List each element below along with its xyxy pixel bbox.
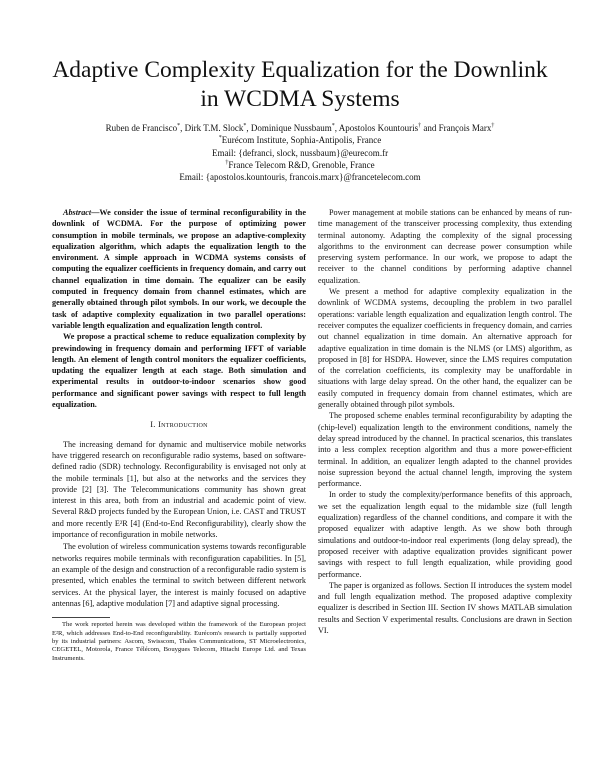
paper-title	[40, 56, 560, 114]
body-paragraph-1: Power management at mobile stations can be enhanced by means of run-time management of the transceiver processing complexity, thus extending terminal autonomy. Adapting the complexity of the signal processing algorithms to the environment can decrease power consumption while preserving system performance. In our work, we propose to adapt the receiver to the channel conditions by performing adaptive channel equalization.	[318, 208, 572, 285]
affiliation-marker: *	[243, 123, 247, 129]
intro-paragraph-1: The increasing demand for dynamic and multiservice mobile networks have triggered research on reconfigurable radio systems, based on software-defined radio (SDR) technology. Reconfigurability is envisaged not only at the mobile terminals [1], but also at the networks and the services they provide [2] [3]. The Telecommunications community has shown great interest in this area, both from an industrial and academic point of view. Several R&D projects funded by the European Union, i.e. CAST and TRUST and more recently E²R [4] (End-to-End Reconfigurability), clearly show the importance of reconfiguration in mobile networks.	[52, 439, 306, 540]
affiliation-marker: †	[418, 123, 422, 129]
author-names: Ruben de Francisco*, Dirk T.M. Slock*, Dominique Nussbaum*, Apostolos Kountouris† and François Marx†	[105, 123, 495, 133]
email-france-telecom: Email: {apostolos.kountouris, francois.marx}@francetelecom.com	[179, 172, 421, 183]
footnote: The work reported herein was developed within the framework of the European project E²R, which addresses End-to-End reconfigurability. Eurécom's research is partially supported by its industrial partners: Ascom, Swisscom, Thales Communications, ST Microelectronics, CEGETEL, Motorola, France Télécom, Bouygues Telecom, Hitachi Europe Ltd. and Texas Instruments.	[52, 621, 306, 662]
footnote-divider	[52, 617, 110, 618]
affiliation-marker: *	[177, 123, 181, 129]
left-column	[52, 207, 306, 663]
abstract-paragraph	[52, 207, 306, 331]
email-eurecom: Email: {defranci, slock, nussbaum}@eurecom.fr	[211, 147, 389, 158]
abstract-lead: Abstract	[63, 208, 92, 217]
body-paragraph-3: The proposed scheme enables terminal reconfigurability by adapting the (chip-level) equalization length to the environment conditions, namely the delay spread introduced by the channel. In practical scenarios, this translates into a less complex reception algorithm and thus a more power-efficient terminal. In addition, an equalizer length adapted to the channel provides noise supression beyond the actual channel length, improving the system performance.	[318, 411, 572, 489]
intro-paragraph-2: The evolution of wireless communication systems towards reconfigurable networks requires mobile terminals with reconfiguration capabilities. In [5], an example of the design and construction of a reconfigurable radio system is presented, which enables the terminal to switch between different network services. At the physical layer, the interest is mainly focused on adaptive antennas [6], adaptive modulation [7] and adaptive signal processing.	[52, 542, 306, 608]
abstract-text: —We consider the issue of terminal reconfigurability in the downlink of WCDMA. For the purpose of optimizing power consumption in mobile terminals, we propose an adaptive-complexity equalization algorithm, which adapts the equalization length to the environment. A simple approach in WCDMA systems consists of computing the equalizer coefficients in frequency domain, and carry out channel equalization in time domain. The equalizer can be easily computed in frequency domain from channel estimates, which are generally obtained through pilot symbols. In our work, we decouple the task of adaptive complexity equalization in two parallel operations: variable length equalization and equalization length control.	[52, 208, 306, 330]
right-column	[318, 207, 572, 636]
body-paragraph-5: The paper is organized as follows. Section II introduces the system model and full length equalization method. The proposed adaptive complexity equalizer is described in Section III. Section IV shows MATLAB simulation results and Section V experimental results. Conclusions are drawn in Section VI.	[318, 580, 572, 635]
title-line-2: in WCDMA Systems	[200, 86, 400, 112]
affiliation-marker: *	[218, 135, 222, 142]
body-paragraph-4: In order to study the complexity/performance benefits of this approach, we set the equalization length equal to the midamble size (full length equalization) regardless of the channel conditions, and compare it with the proposed equalizer with adaptive length. As we show both through simulations and outdoor-to-indoor real experiments (long delay spread), the proposed receiver with adaptive equalization provides significant power savings with respect to full length equalization, while providing good performance.	[318, 490, 572, 579]
affiliation-marker: †	[491, 123, 495, 129]
affiliation-eurecom: *Eurécom Institute, Sophia-Antipolis, France	[218, 135, 382, 146]
affiliation-marker: †	[225, 159, 229, 166]
affiliation-france-telecom: †France Telecom R&D, Grenoble, France	[225, 159, 375, 170]
title-line-1: Adaptive Complexity Equalization for the Downlink	[52, 57, 548, 83]
body-paragraph-2: We present a method for adaptive complexity equalization in the downlink of WCDMA systems, decoupling the problem in two parallel operations: variable length equalization and equalization length control. The receiver computes the equalizer coefficients in frequency domain, and carries out channel equalization in time domain. An alternative approach for adaptive equalization in time domain is the NLMS (or LMS) algorithm, as proposed in [8] for HSDPA. However, since the LMS requires computation of the correlation coefficients, its complexity may be unaffordable in situations with large delay spread. On the other hand, the equalizer can be easily computed in frequency domain from channel estimates, which are generally obtained through pilot symbols.	[318, 287, 572, 410]
author-block	[40, 122, 560, 183]
abstract-paragraph-2: We propose a practical scheme to reduce equalization complexity by prewindowing in frequency domain and performing IFFT of variable length. An element of length control monitors the equalizer coefficients, updating the equalizer length at each stage. Both simulation and experimental results in outdoor-to-indoor scenarios show good performance and significant power savings with respect to full length equalization.	[52, 332, 306, 410]
affiliation-marker: *	[331, 123, 335, 129]
section-heading-introduction: I. Introduction	[150, 420, 208, 430]
